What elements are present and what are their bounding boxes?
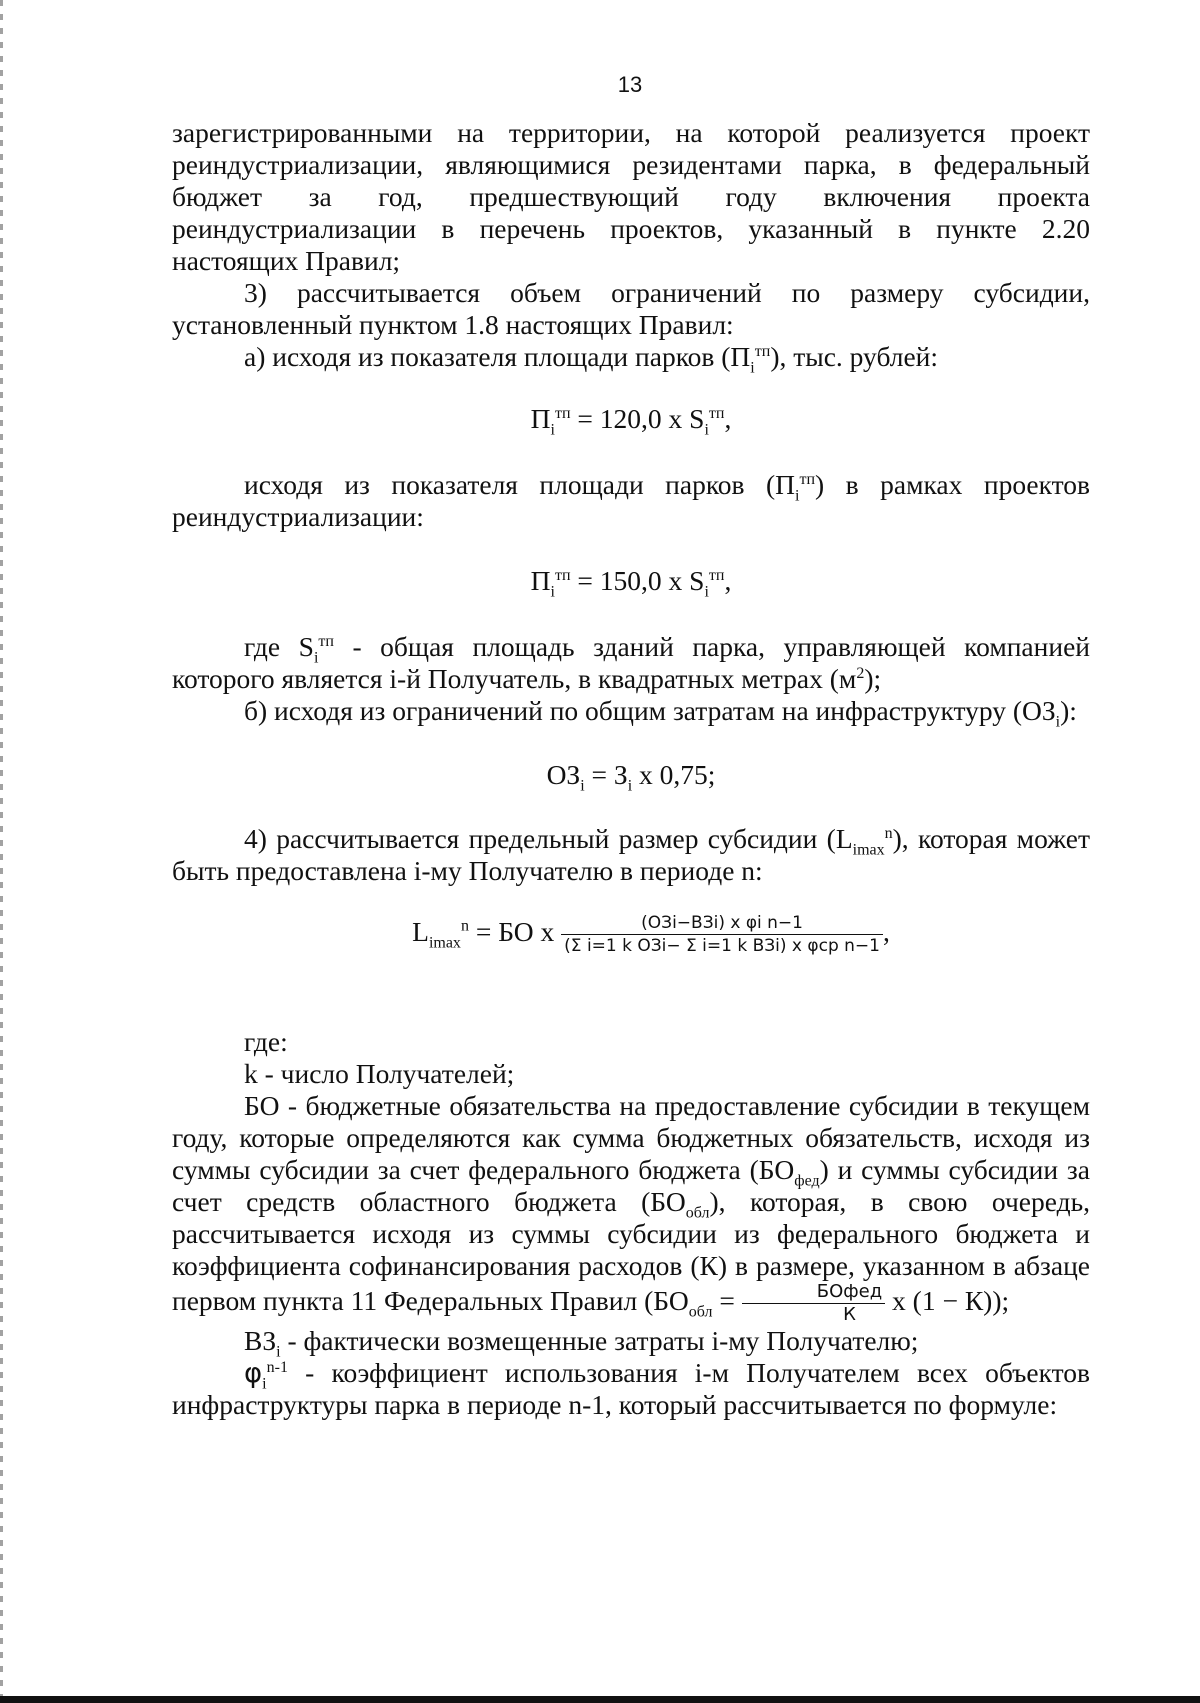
paragraph-2: 3) рассчитывается объем ограничений по размеру субсидии, установленный пунктом 1.8 настоящих Правил:: [172, 277, 1090, 340]
fraction-bo-denominator: К: [843, 1304, 856, 1325]
fraction-bo: [742, 1282, 885, 1325]
paragraph-1: зарегистрированными на территории, на которой реализуется проект реиндустриализации, являющимися резидентами парка, в федеральный бюджет за год, предшествующий году включения проекта реиндустриализации в перечень проектов, указанный в пункте 2.20 настоящих Правил;: [172, 117, 1090, 276]
paragraph-4: исходя из показателя площади парков $(П_i^{тп})$ в рамках проектов реиндустриализации:: [172, 469, 1090, 532]
scan-edge: [0, 0, 3, 1703]
fraction-bo-numerator: БОфед: [742, 1282, 885, 1304]
fraction-max-subsidy: [561, 913, 883, 956]
definition-bo: БО - бюджетные обязательства на предоставление субсидии в текущем году, которые определяются как сумма бюджетных обязательств, исходя из суммы субсидии за счет федерального бюджета $(БО_{фед})$ и суммы субсидии за счет средств областного бюджета $(БО_{обл})$, которая, в свою очередь, рассчитывается исходя из суммы субсидии из федерального бюджета и коэффициента софинансирования расходов (К) в размере, указанном в абзаце первом пункта 11 Федеральных Правил ($БО_{обл}$ = $\frac{\text{БОфед}}{К}$ x (1 − К));: [172, 1090, 1090, 1325]
definition-vz: $ВЗ_i$ - фактически возмещенные затраты i-му Получателю;: [244, 1325, 919, 1361]
formula-total-costs: $ОЗ_i = З_i$ x 0,75;: [546, 759, 716, 795]
page-number: 13: [617, 72, 643, 97]
page-body: [172, 117, 1090, 1421]
paragraph-7: 4) рассчитывается предельный размер субсидии $(L_{imax}^n)$, которая может быть предоставлена i-му Получателю в периоде n:: [172, 823, 1090, 886]
paragraph-where: где:: [244, 1026, 288, 1057]
definition-phi: $\varphi_i^{n-1}$ - коэффициент использования i-м Получателем всех объектов инфраструктуры парка в периоде n-1, который рассчитывается по формуле:: [172, 1357, 1090, 1420]
paragraph-5: где $S_i^{тп}$ - общая площадь зданий парка, управляющей компанией которого является i-й Получатель, в квадратных метрах $(м^2)$;: [172, 631, 1090, 694]
scan-bottom-edge: [0, 1696, 1200, 1703]
fraction-denominator: (Σ i=1 k ОЗi− Σ i=1 k ВЗi) x φср n−1: [564, 936, 880, 956]
formula-area-limit: $П_i^{тп} = 120,0$ x $S_i^{тп}$,: [530, 403, 732, 439]
formula-area-limit-reindustrial: $П_i^{тп} = 150,0$ x $S_i^{тп}$,: [530, 565, 732, 601]
definition-k: k - число Получателей;: [244, 1058, 515, 1089]
paragraph-3: а) исходя из показателя площади парков $(П_i^{тп})$, тыс. рублей:: [244, 341, 939, 377]
paragraph-6: б) исходя из ограничений по общим затратам на инфраструктуру $(ОЗ_i)$:: [244, 695, 1077, 731]
fraction-numerator: (ОЗi−ВЗi) x φi n−1: [561, 913, 883, 935]
formula-max-subsidy: $L_{imax}^n$ = БО x $\frac{\text{(ОЗi−ВЗi) x φi n−1}}{\text{(Σ i=1 k ОЗi− Σ i=1 k ВЗi) x φср n−1}}$ ,: [412, 913, 890, 956]
